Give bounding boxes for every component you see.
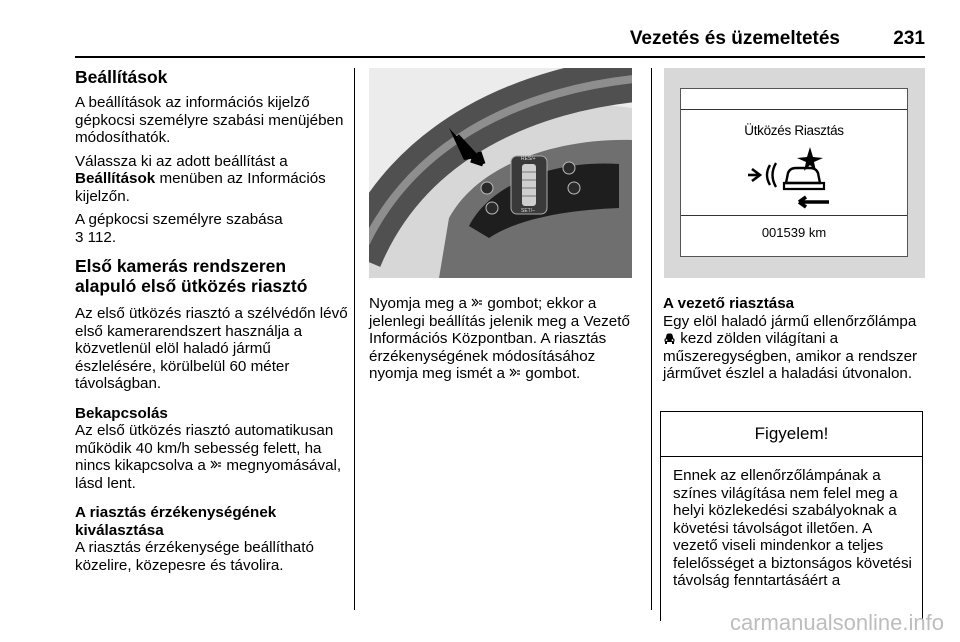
paragraph-press-button: Nyomja meg a gombot; ekkor a jelenlegi beállítás jelenik meg a Vezető Információs Központban. A riasztás érzékenységének módosításához nyomja meg ismét a gombot. xyxy=(369,295,630,382)
subheading-sensitivity: A riasztás érzékenységének kiválasztása xyxy=(75,504,277,539)
column-2 xyxy=(369,295,637,383)
forward-collision-alert-icon xyxy=(744,147,844,209)
column-3 xyxy=(663,295,931,383)
res-button-label: RES/+ xyxy=(521,156,536,162)
paragraph-activation: Az első ütközés riasztó automatikusan működik 40 km/h sebesség felett, ha nincs kikapcsolva a megnyomásával, lásd lent. xyxy=(75,422,342,492)
warning-box xyxy=(660,411,923,621)
display-title: Ütközés Riasztás xyxy=(744,123,844,138)
page-number: 231 xyxy=(893,28,925,49)
heading-camera-collision: Első kamerás rendszeren alapuló első ütközés riasztó xyxy=(75,256,308,296)
warning-title: Figyelem! xyxy=(661,412,922,457)
paragraph-select-setting: Válassza ki az adott beállítást a Beállítások menüben az Információs kijelzőn. xyxy=(75,152,326,205)
column-1 xyxy=(75,67,350,574)
instrument-display-figure xyxy=(664,68,925,278)
paragraph-camera-system: Az első ütközés riasztó a szélvédőn lévő első kamerarendszert használja a közvetlenül elöl haladó jármű észlelésére, körülbelül 60 méter távolságban. xyxy=(75,305,348,392)
steering-wheel-figure xyxy=(369,68,632,278)
menu-name-settings: Beállítások xyxy=(75,170,156,187)
header-rule xyxy=(75,56,925,58)
warning-text: Ennek az ellenőrzőlámpának a színes világítása nem felel meg a helyi közlekedési szabályoknak a követési távolságot illetően. A vezető viseli mindenkor a teljes felelősséget a biztonságos követési távolság fenntartásáért a xyxy=(673,467,912,589)
set-button-label: SET/– xyxy=(521,208,535,214)
collision-alert-button-icon xyxy=(210,458,222,471)
paragraph-personalization: A gépkocsi személyre szabása 3 112. xyxy=(75,211,283,246)
collision-alert-button-icon xyxy=(509,366,521,379)
collision-alert-button-icon xyxy=(471,296,483,309)
display-odometer: 001539 km xyxy=(761,225,827,240)
display-bottom-line xyxy=(681,215,907,216)
paragraph-settings-location: A beállítások az információs kijelző gépkocsi személyre szabási menüjében módosíthatók. xyxy=(75,94,344,146)
page-header xyxy=(75,25,925,57)
display-top-line xyxy=(681,109,907,110)
subheading-activation: Bekapcsolás xyxy=(75,404,168,422)
paragraph-sensitivity: A riasztás érzékenysége beállítható közelire, közepesre és távolira. xyxy=(75,539,314,574)
header-title: Vezetés és üzemeltetés xyxy=(629,28,840,49)
subheading-driver-alert: A vezető riasztása xyxy=(663,295,795,312)
heading-settings: Beállítások xyxy=(75,67,168,87)
page-reference: 3 112. xyxy=(75,228,117,246)
column-divider-1 xyxy=(354,68,355,610)
vehicle-ahead-icon xyxy=(663,331,676,344)
watermark: carmanualsonline.info xyxy=(729,610,944,635)
paragraph-indicator-lamp: Egy elöl haladó jármű ellenőrzőlámpa kezd zölden világítani a műszeregységben, amikor a rendszer járművet észlel a haladási útvonalon. xyxy=(663,312,918,382)
display-screen xyxy=(680,88,908,257)
column-divider-2 xyxy=(651,68,652,610)
